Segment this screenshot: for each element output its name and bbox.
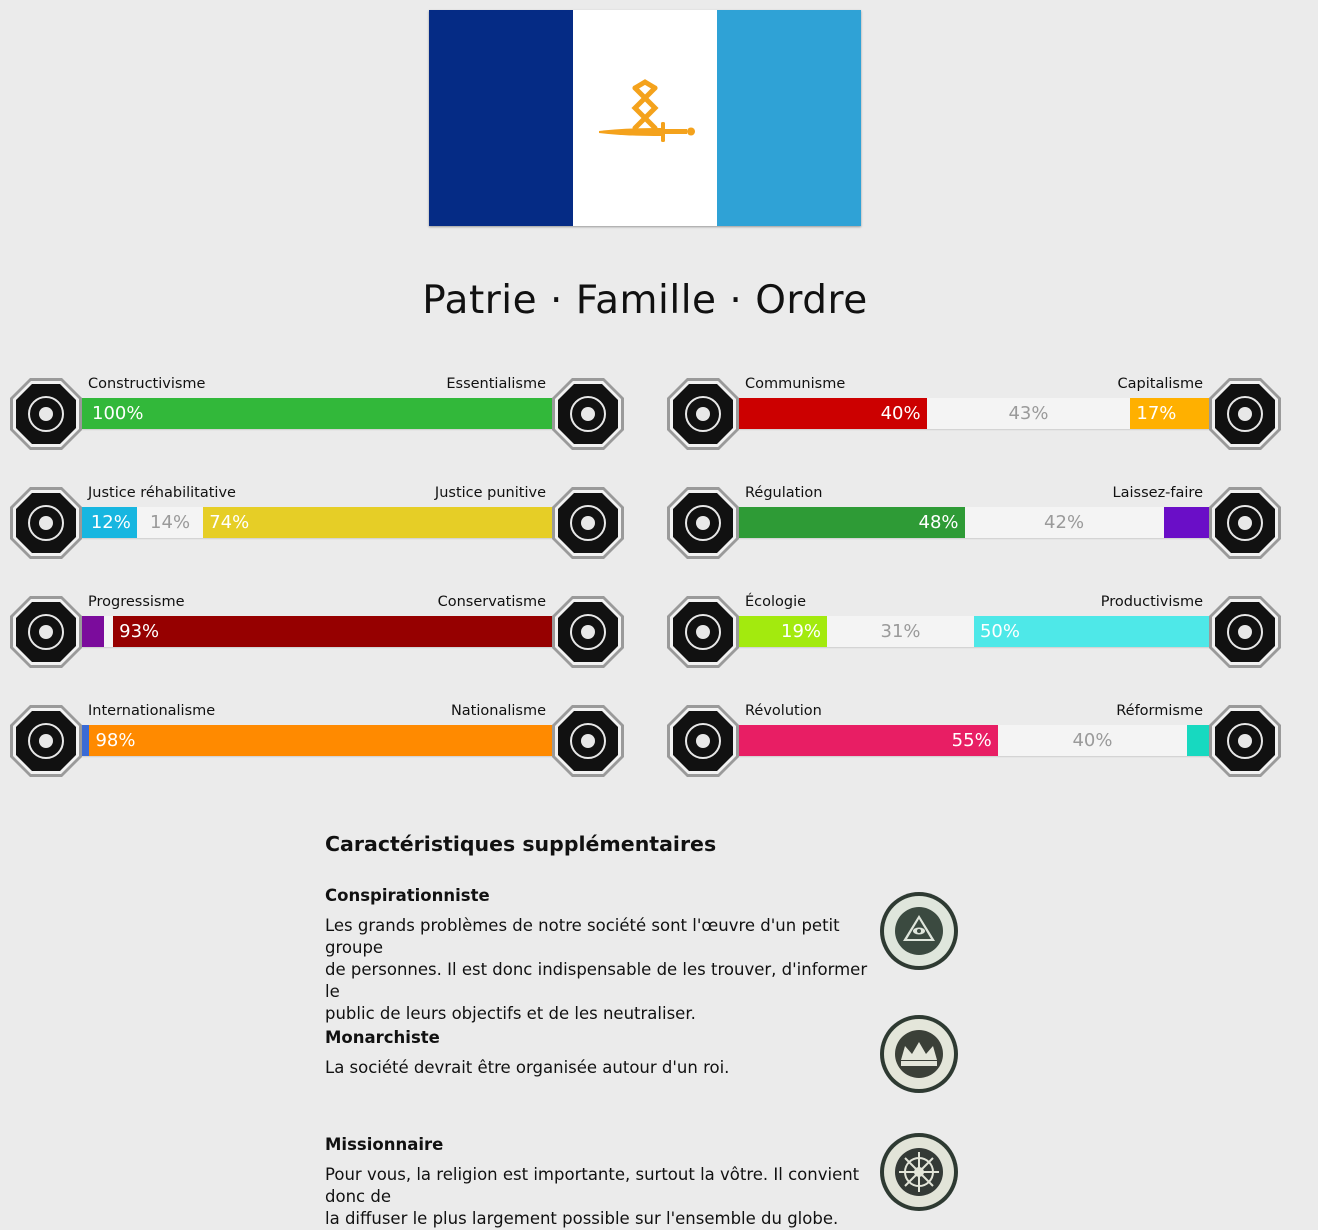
extra-title: Caractéristiques supplémentaires	[325, 832, 717, 856]
axis-left-segment: 55%	[737, 725, 998, 756]
axis-left-label: Internationalisme	[88, 703, 216, 719]
axis-right-segment: 17%	[1130, 398, 1211, 429]
axis-7	[665, 703, 1283, 783]
fist-icon	[665, 703, 741, 779]
flag-icon	[550, 703, 626, 779]
trait-missionnaire	[325, 1135, 885, 1230]
axis-neutral-segment: 14%	[137, 507, 203, 538]
axis-neutral-segment: 40%	[998, 725, 1188, 756]
trait-desc-line: la diffuser le plus largement possible sur l'ensemble du globe.	[325, 1209, 839, 1228]
compass-seal-icon	[879, 1132, 959, 1212]
trait-desc-line: Pour vous, la religion est importante, surtout la vôtre. Il convient donc de	[325, 1165, 860, 1206]
rune-and-sword-icon	[573, 10, 717, 226]
axis-bar	[80, 616, 554, 647]
axis-bar	[737, 507, 1211, 538]
trait-name: Conspirationniste	[325, 886, 490, 905]
axis-right-label: Réformisme	[1116, 703, 1203, 719]
quill-icon	[550, 594, 626, 670]
axis-neutral-segment: 43%	[927, 398, 1131, 429]
comet-icon	[8, 594, 84, 670]
trait-description	[325, 1057, 885, 1079]
axis-left-label: Régulation	[745, 485, 823, 501]
axis-left-label: Communisme	[745, 376, 846, 392]
axis-bar	[737, 616, 1211, 647]
trait-name: Monarchiste	[325, 1028, 440, 1047]
axis-bar	[80, 398, 554, 429]
axis-left-segment: 48%	[737, 507, 965, 538]
axis-left-segment: 40%	[737, 398, 927, 429]
hammer-sickle-icon	[665, 376, 741, 452]
axis-left-segment: 12%	[80, 507, 137, 538]
flag	[429, 10, 861, 226]
butterfly-icon	[1207, 485, 1283, 561]
trait-name: Missionnaire	[325, 1135, 444, 1154]
trait-description	[325, 915, 885, 1025]
trait-conspirationniste	[325, 886, 885, 1025]
motto: Patrie · Famille · Ordre	[422, 278, 868, 323]
axis-1	[665, 376, 1283, 456]
axis-right-label: Nationalisme	[450, 703, 546, 719]
axis-3	[665, 485, 1283, 565]
axis-right-segment: 98%	[89, 725, 554, 756]
money-bag-icon	[1207, 376, 1283, 452]
axis-left-label: Justice réhabilitative	[88, 485, 236, 501]
axis-5	[665, 594, 1283, 674]
axis-left-label: Progressisme	[88, 594, 185, 610]
prison-bars-icon	[550, 485, 626, 561]
crown-seal-icon	[879, 1014, 959, 1094]
ruler-icon	[665, 485, 741, 561]
axis-bar	[80, 507, 554, 538]
flag-band-left	[429, 10, 573, 226]
axis-2	[8, 485, 626, 565]
axis-0	[8, 376, 626, 456]
axis-right-label: Capitalisme	[1117, 376, 1203, 392]
axis-right-label: Laissez-faire	[1112, 485, 1203, 501]
trait-desc-line: de personnes. Il est donc indispensable de les trouver, d'informer le	[325, 960, 868, 1001]
axis-left-segment: 19%	[737, 616, 827, 647]
axis-right-segment: 50%	[974, 616, 1211, 647]
gear-icon	[1207, 594, 1283, 670]
axis-4	[8, 594, 626, 674]
axis-left-label: Révolution	[745, 703, 822, 719]
trait-desc-line: La société devrait être organisée autour d'un roi.	[325, 1058, 730, 1077]
axis-right-segment: 74%	[203, 507, 554, 538]
axis-right-segment: 100%	[86, 398, 554, 429]
globe-icon	[8, 703, 84, 779]
axis-right-segment: 93%	[113, 616, 554, 647]
trait-desc-line: public de leurs objectifs et de les neutraliser.	[325, 1004, 696, 1023]
axis-left-label: Écologie	[745, 594, 807, 610]
seedling-icon	[665, 594, 741, 670]
axis-bar	[737, 398, 1211, 429]
axis-right-label: Productivisme	[1100, 594, 1203, 610]
axis-neutral-segment: 31%	[827, 616, 974, 647]
trait-description	[325, 1164, 885, 1230]
axis-right-label: Essentialisme	[446, 376, 546, 392]
axis-bar	[737, 725, 1211, 756]
flower-icon	[550, 376, 626, 452]
flag-band-center	[573, 10, 717, 226]
trait-monarchiste	[325, 1028, 885, 1079]
axis-neutral-segment: 42%	[965, 507, 1164, 538]
pyramid-eye-seal-icon	[879, 891, 959, 971]
axis-bar	[80, 725, 554, 756]
axis-6	[8, 703, 626, 783]
axis-right-segment	[1164, 507, 1211, 538]
trait-desc-line: Les grands problèmes de notre société sont l'œuvre d'un petit groupe	[325, 916, 840, 957]
flag-band-right	[717, 10, 861, 226]
axis-neutral-segment	[104, 616, 113, 647]
axis-left-label: Constructivisme	[88, 376, 206, 392]
tent-icon	[1207, 703, 1283, 779]
axis-right-label: Conservatisme	[437, 594, 546, 610]
eye-icon	[8, 376, 84, 452]
axis-right-label: Justice punitive	[434, 485, 546, 501]
handshake-icon	[8, 485, 84, 561]
